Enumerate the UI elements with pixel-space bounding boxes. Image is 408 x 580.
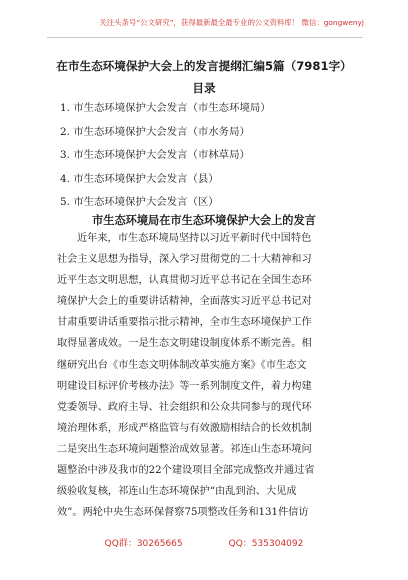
section-title: 市生态环境局在市生态环境保护大会上的发言 — [92, 214, 316, 227]
toc-item[interactable]: 1. 市生态环境保护大会发言（市生态环境局） — [60, 102, 271, 114]
table-of-contents — [60, 101, 271, 219]
body-line: 甘肃重要讲话重要指示批示精神，全市生态环境保护工作 — [57, 317, 312, 329]
footer-contact — [0, 536, 408, 549]
body-line: 级验收复核，祁连山生态环境保护“由乱到治、大见成 — [57, 486, 297, 498]
body-line: 境治理体系，形成严格监管与有效激励相结合的长效机制 — [57, 422, 312, 434]
body-line: 近平生态文明思想，认真贯彻习近平总书记在全国生态环 — [57, 275, 312, 287]
toc-item[interactable]: 4. 市生态环境保护大会发言（县） — [60, 172, 219, 185]
body-line: 近年来，市生态环境局坚持以习近平新时代中国特色 — [77, 233, 312, 244]
body-paragraph — [57, 232, 351, 527]
body-line: 题整治中涉及我市的22个建设项目全部完成整改并通过省 — [57, 465, 315, 477]
body-line: 党委领导、政府主导、社会组织和公众共同参与的现代环 — [57, 401, 312, 413]
toc-item[interactable]: 2. 市生态环境保护大会发言（市水务局） — [60, 125, 250, 138]
footer-qq-group: QQ群：30265665 — [104, 539, 183, 549]
body-line: 二是突出生态环境问题整治成效显著。祁连山生态环境问 — [57, 443, 312, 455]
document-title: 在市生态环境保护大会上的发言提纲汇编5篇（7981字） — [56, 59, 352, 73]
footer-qq-number: QQ：535304092 — [228, 539, 304, 549]
body-line: 效”。两轮中央生态环保督察75项整改任务和131件信访 — [57, 507, 309, 519]
toc-item[interactable]: 5. 市生态环境保护大会发言（区） — [60, 196, 219, 208]
header-divider — [47, 37, 363, 38]
body-line: 明建设目标评价考核办法》等一系列制度文件，着力构建 — [57, 380, 312, 392]
body-line: 境保护大会上的重要讲话精神，全面落实习近平总书记对 — [57, 296, 312, 308]
toc-item[interactable]: 3. 市生态环境保护大会发言（市林草局） — [60, 149, 250, 161]
header-banner: 关注头条号“公文研究”，获得最新最全最专业的公文资料库！ 微信：gongwenyj — [99, 18, 364, 27]
body-line: 继研究出台《市生态文明体制改革实施方案》《市生态文 — [57, 359, 307, 371]
body-line: 取得显著成效。一是生态文明建设制度体系不断完善。相 — [57, 338, 312, 350]
toc-heading: 目录 — [192, 81, 216, 95]
body-line: 社会主义思想为指导，深入学习贯彻党的二十大精神和习 — [57, 254, 312, 266]
